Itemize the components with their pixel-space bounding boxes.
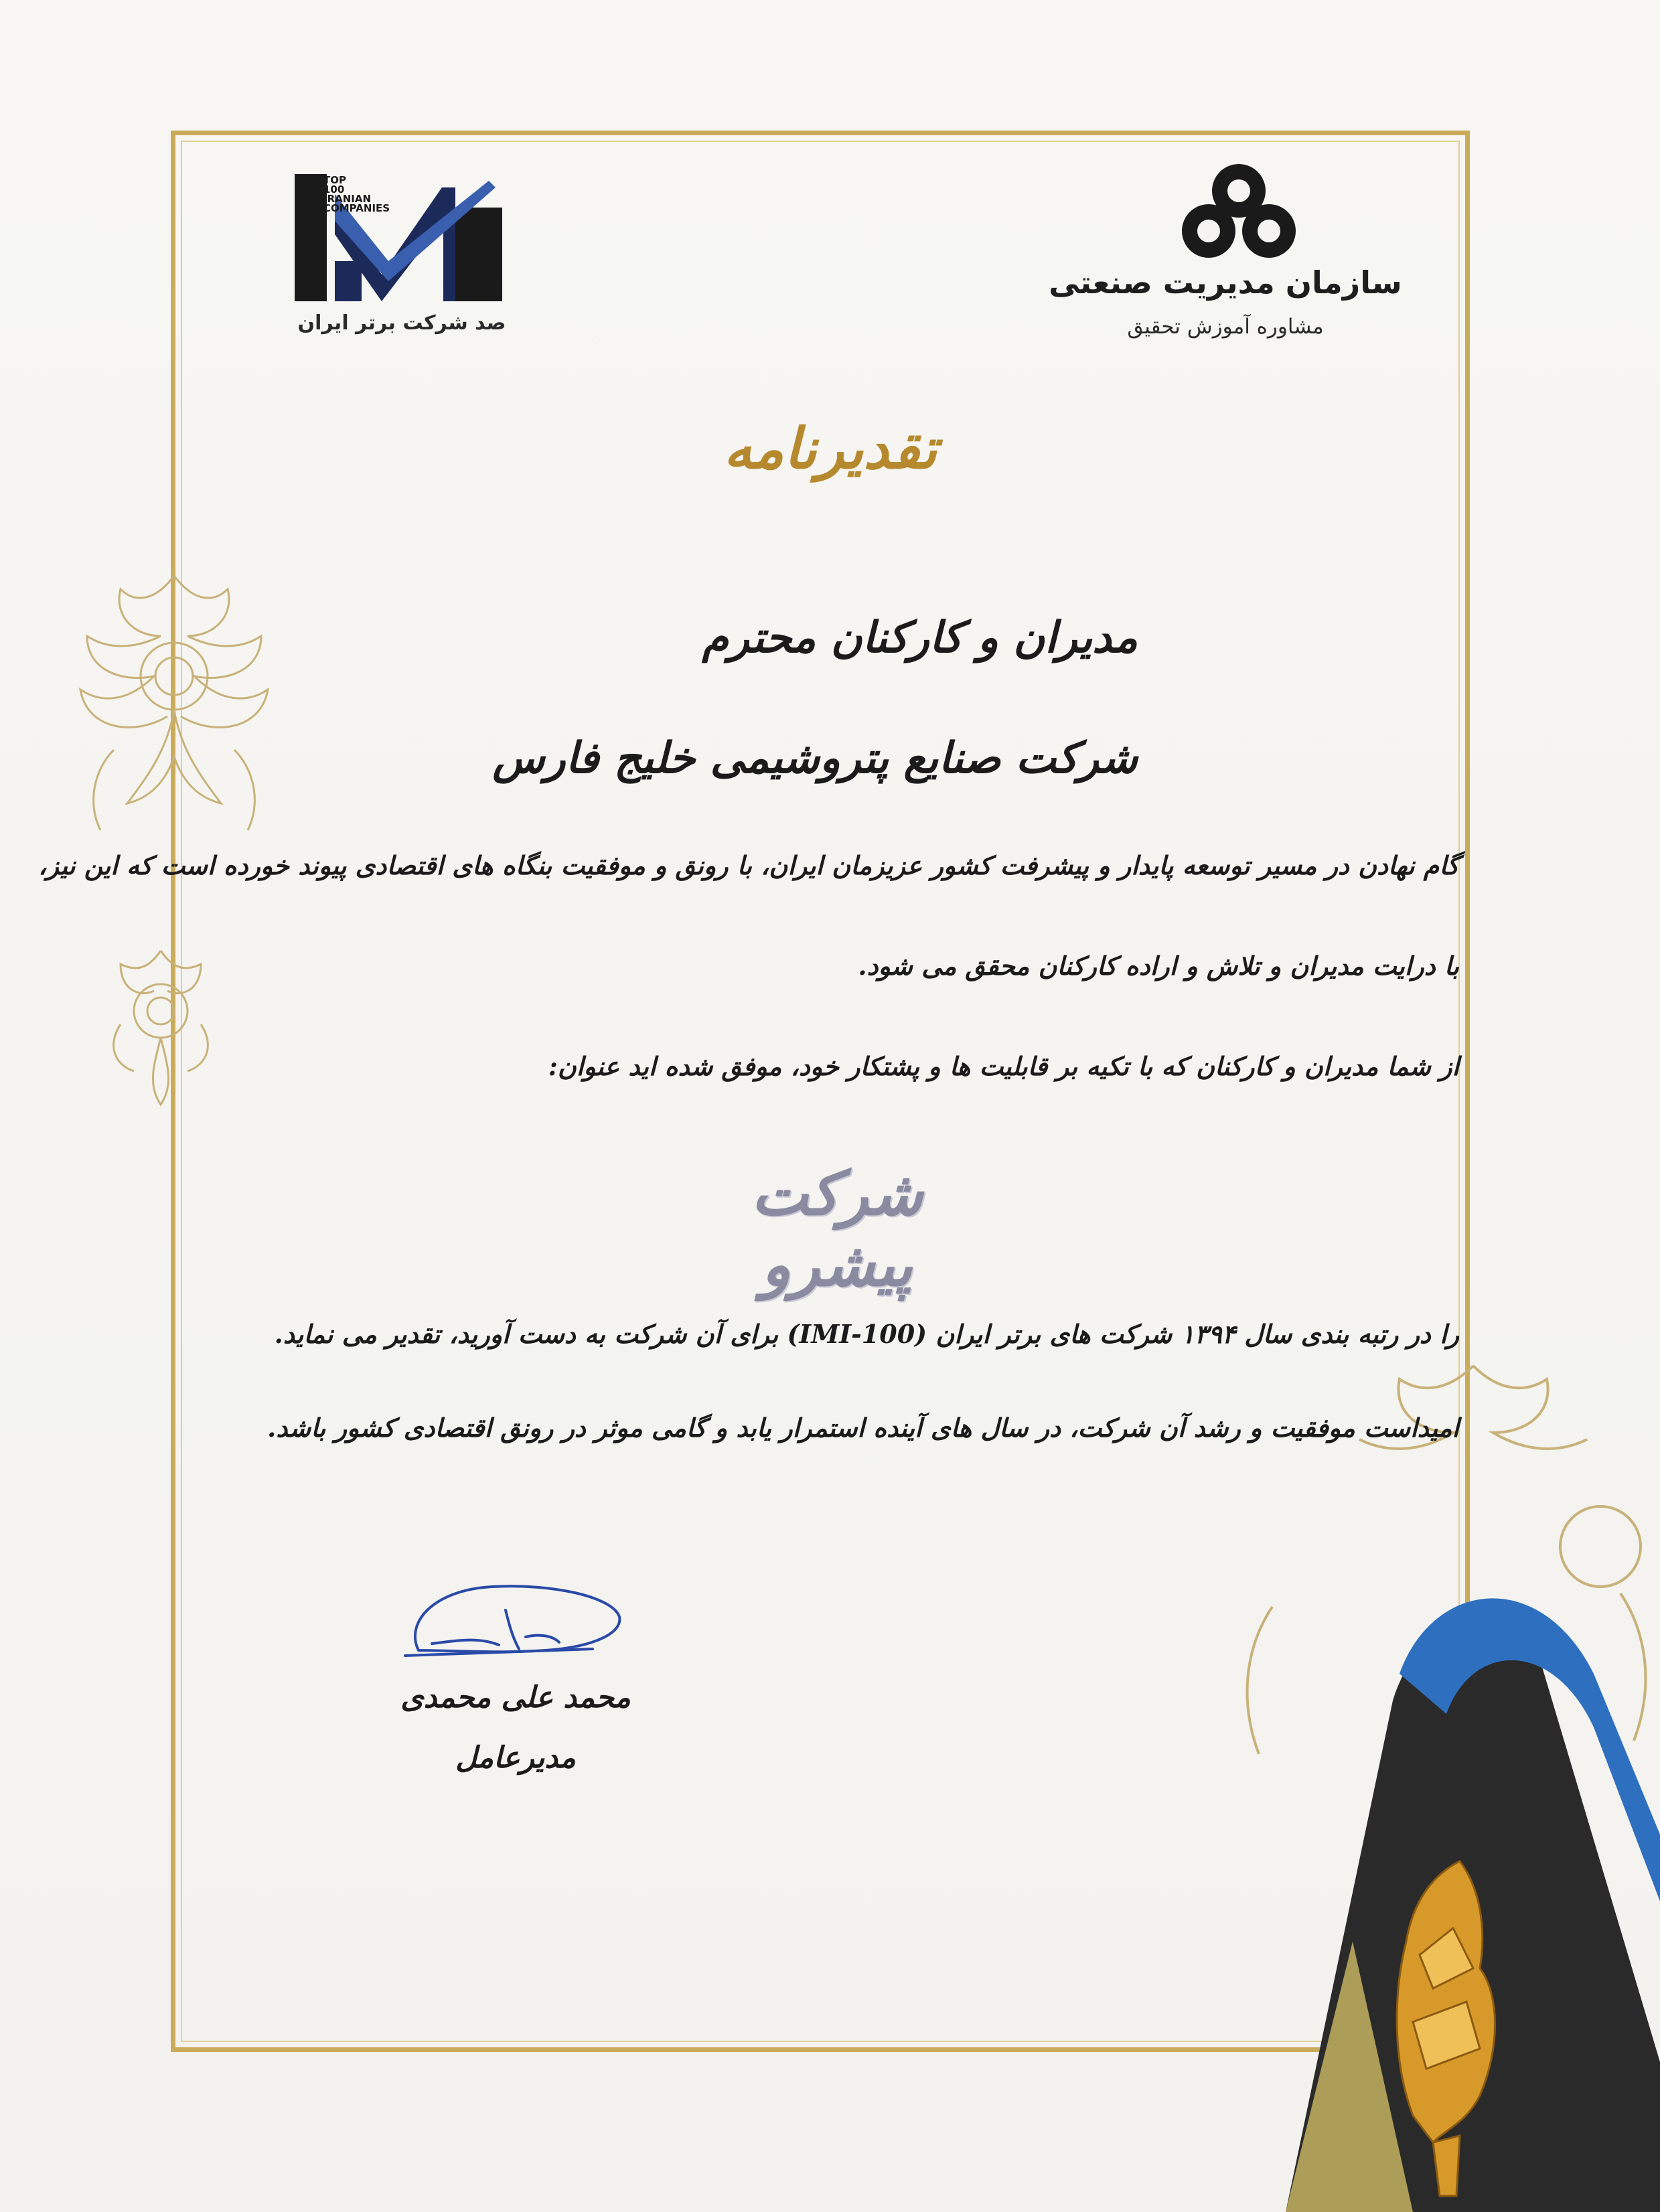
signatory-name: محمد علی محمدی xyxy=(400,1680,631,1715)
addressee-line-2: شرکت صنایع پتروشیمی خلیج فارس xyxy=(492,733,1138,783)
imi-logo-tagline xyxy=(323,175,390,213)
body-text-line-1: گام نهادن در مسیر توسعه پایدار و پیشرفت کشور عزیزمان ایران، با رونق و موفقیت بنگاه های اقتصادی پیوند خورده است که این نیز، xyxy=(38,850,1459,880)
imo-logo-icon xyxy=(1172,154,1306,268)
imo-organization-subtitle: مشاوره آموزش تحقیق xyxy=(1127,315,1324,339)
award-title: شرکت پیشرو xyxy=(751,1158,923,1300)
imi-tag-line-4: COMPANIES xyxy=(323,202,390,214)
handwritten-signature xyxy=(392,1570,633,1677)
addressee-line-1: مدیران و کارکنان محترم xyxy=(702,613,1138,663)
certificate-title: تقدیرنامه xyxy=(723,415,937,481)
body-text-line-4: را در رتبه بندی سال ۱۳۹۴ شرکت های برتر ایران (IMI-100) برای آن شرکت به دست آورید، تقدیر می نماید. xyxy=(274,1319,1459,1349)
imi-tag-line-1: TOP xyxy=(323,174,346,186)
floral-ornament-left-middle xyxy=(80,931,241,1118)
ribbon-emblem-ornament xyxy=(1192,1326,1660,2212)
imi-tag-line-3: IRANIAN xyxy=(323,193,372,205)
body-text-line-2: با درایت مدیران و تلاش و اراده کارکنان محقق می شود. xyxy=(858,951,1459,981)
body-text-line-5: امیداست موفقیت و رشد آن شرکت، در سال های آینده استمرار یابد و گامی موثر در رونق اقتصادی کشور باشد. xyxy=(267,1413,1459,1443)
imo-organization-name: سازمان مدیریت صنعتی xyxy=(1049,264,1402,301)
body-text-line-3: از شما مدیران و کارکنان که با تکیه بر قابلیت ها و پشتکار خود، موفق شده اید عنوان: xyxy=(548,1051,1459,1081)
imi-logo-caption: صد شرکت برتر ایران xyxy=(297,311,506,335)
signatory-title: مدیرعامل xyxy=(455,1741,576,1775)
floral-ornament-left-top xyxy=(33,549,315,870)
imi-tag-line-2: 100 xyxy=(323,183,345,195)
